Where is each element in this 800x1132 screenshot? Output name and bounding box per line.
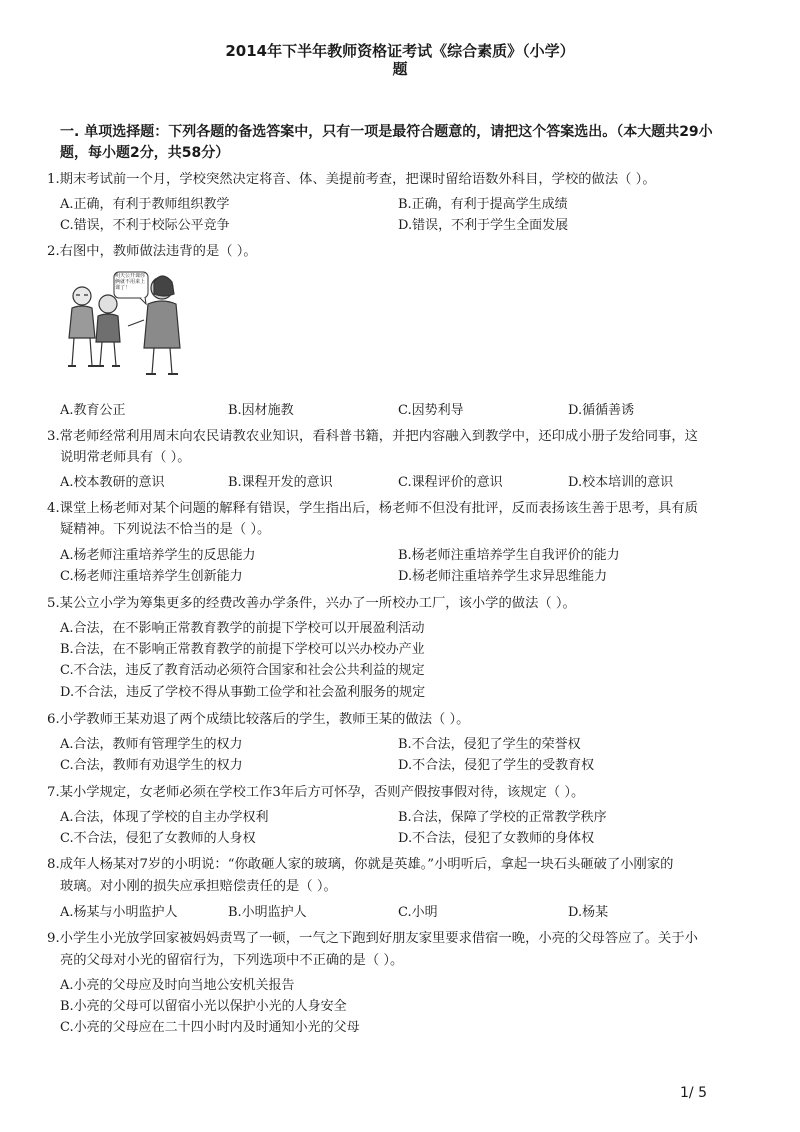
q4-option-d: D.杨老师注重培养学生求异思维能力 <box>398 569 608 584</box>
q3-option-b: B.课程开发的意识 <box>228 475 333 490</box>
q9-option-a: A.小亮的父母应及时向当地公安机关报告 <box>60 978 295 993</box>
question-2: 2.右图中，教师做法违背的是（ ）。 <box>47 244 257 259</box>
question-3-line1: 3.常老师经常利用周末向农民请教农业知识，看科普书籍，并把内容融入到教学中，还印成小册子发给同事，这 <box>47 429 698 444</box>
q2-option-d: D.循循善诱 <box>568 403 635 418</box>
q4-option-c: C.杨老师注重培养学生创新能力 <box>60 569 243 584</box>
q1-option-c: C.错误，不利于校际公平竞争 <box>60 218 230 233</box>
q2-option-b: B.因材施教 <box>228 403 294 418</box>
q3-option-a: A.校本教研的意识 <box>60 475 165 490</box>
question-8-line1: 8.成年人杨某对7岁的小明说：“你敢砸人家的玻璃，你就是英雄。”小明听后，拿起一块石头砸破了小刚家的 <box>47 857 674 872</box>
q6-option-b: B.不合法，侵犯了学生的荣誉权 <box>398 737 581 752</box>
q5-option-d: D.不合法，违反了学校不得从事勤工俭学和社会盈利服务的规定 <box>60 685 426 700</box>
question-7: 7.某小学规定，女老师必须在学校工作3年后方可怀孕，否则产假按事假对待，该规定（ ）。 <box>47 785 585 800</box>
doc-title-line1: 2014年下半年教师资格证考试《综合素质》（小学） <box>225 42 575 60</box>
q7-option-a: A.合法，体现了学校的自主办学权利 <box>60 810 269 825</box>
q9-option-c: C.小亮的父母应在二十四小时内及时通知小光的父母 <box>60 1020 360 1035</box>
question-8-line2: 玻璃。对小刚的损失应承担赔偿责任的是（ ）。 <box>60 879 337 894</box>
q3-option-c: C.课程评价的意识 <box>398 475 503 490</box>
q7-option-b: B.合法，保障了学校的正常教学秩序 <box>398 810 607 825</box>
q5-option-a: A.合法，在不影响正常教育教学的前提下学校可以开展盈利活动 <box>60 621 425 636</box>
q7-option-d: D.不合法，侵犯了女教师的身体权 <box>398 831 595 846</box>
q7-option-c: C.不合法，侵犯了女教师的人身权 <box>60 831 256 846</box>
q1-option-b: B.正确，有利于提高学生成绩 <box>398 197 568 212</box>
q6-option-c: C.合法，教师有劝退学生的权力 <box>60 758 243 773</box>
q8-option-d: D.杨某 <box>568 905 609 920</box>
question-1: 1.期末考试前一个月，学校突然决定将音、体、美提前考查，把课时留给语数外科目，学校的做法（ ）。 <box>47 172 656 187</box>
q8-option-c: C.小明 <box>398 905 438 920</box>
q8-option-a: A.杨某与小明监护人 <box>60 905 178 920</box>
q5-option-c: C.不合法，违反了教育活动必须符合国家和社会公共利益的规定 <box>60 663 425 678</box>
speech-bubble-text: 明天公开课你俩就不用来上课了！ <box>115 273 146 291</box>
question-9-line1: 9.小学生小光放学回家被妈妈责骂了一顿，一气之下跑到好朋友家里要求借宿一晚，小亮的父母答应了。关于小 <box>47 931 698 946</box>
page-number: 1/ 5 <box>680 1085 707 1101</box>
doc-title-line2: 题 <box>392 60 408 78</box>
q2-option-a: A.教育公正 <box>60 403 126 418</box>
section-heading-line2: 题，每小题2分，共58分） <box>60 145 230 161</box>
section-heading <box>60 122 740 164</box>
question-6: 6.小学教师王某劝退了两个成绩比较落后的学生，教师王某的做法（ ）。 <box>47 712 470 727</box>
teacher-students-illustration <box>60 268 190 388</box>
q9-option-b: B.小亮的父母可以留宿小光以保护小光的人身安全 <box>60 999 347 1014</box>
q4-option-b: B.杨老师注重培养学生自我评价的能力 <box>398 548 620 563</box>
question-9-line2: 亮的父母对小光的留宿行为，下列选项中不正确的是（ ）。 <box>60 953 404 968</box>
section-heading-line1: 一. 单项选择题：下列各题的备选答案中，只有一项是最符合题意的，请把这个答案选出。（本大题共29小 <box>60 124 713 140</box>
q1-option-d: D.错误，不利于学生全面发展 <box>398 218 569 233</box>
q2-option-c: C.因势利导 <box>398 403 464 418</box>
q5-option-b: B.合法，在不影响正常教育教学的前提下学校可以兴办校办产业 <box>60 642 425 657</box>
question-4-line1: 4.课堂上杨老师对某个问题的解释有错误，学生指出后，杨老师不但没有批评，反而表扬该生善于思考，具有质 <box>47 501 698 516</box>
question-4-line2: 疑精神。下列说法不恰当的是（ ）。 <box>60 522 271 537</box>
q8-option-b: B.小明监护人 <box>228 905 307 920</box>
q6-option-a: A.合法，教师有管理学生的权力 <box>60 737 243 752</box>
q6-option-d: D.不合法，侵犯了学生的受教育权 <box>398 758 595 773</box>
question-3-line2: 说明常老师具有（ ）。 <box>60 450 191 465</box>
q1-option-a: A.正确，有利于教师组织教学 <box>60 197 230 212</box>
q4-option-a: A.杨老师注重培养学生的反思能力 <box>60 548 256 563</box>
q3-option-d: D.校本培训的意识 <box>568 475 674 490</box>
question-5: 5.某公立小学为筹集更多的经费改善办学条件，兴办了一所校办工厂，该小学的做法（ ）。 <box>47 596 576 611</box>
